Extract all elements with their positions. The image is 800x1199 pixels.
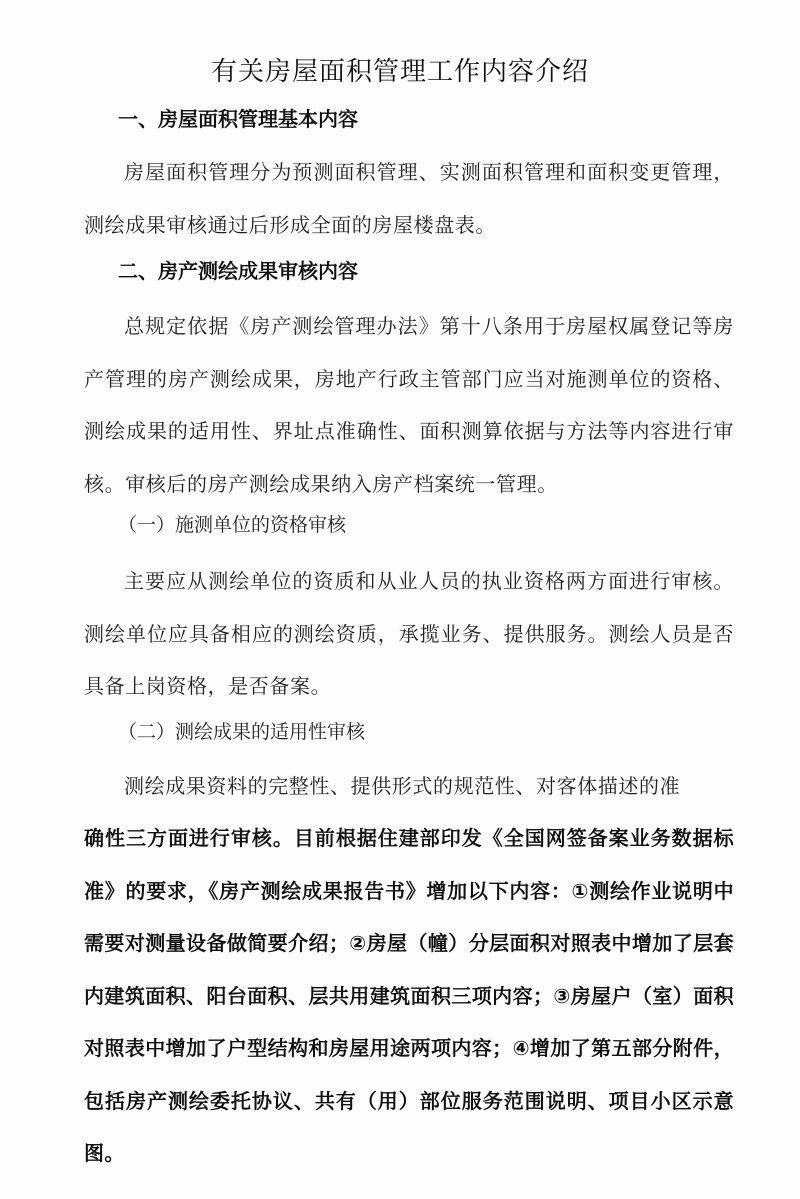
document-title: 有关房屋面积管理工作内容介绍 [210, 57, 589, 87]
subsection-heading-applicability: （二）测绘成果的适用性审核 [118, 721, 366, 743]
subsection-heading-qualification: （一）施测单位的资格审核 [118, 514, 347, 536]
section-heading-survey-review: 二、房产测绘成果审核内容 [118, 259, 358, 283]
section-paragraph-basic-content: 房屋面积管理分为预测面积管理、实测面积管理和面积变更管理，测绘成果审核通过后形成全面的房屋楼盘表。 [84, 160, 734, 237]
subsection-paragraph-applicability-lead: 测绘成果资料的完整性、提供形式的规范性、对客体描述的准 [124, 774, 681, 798]
subsection-paragraph-applicability-detail: 确性三方面进行审核。目前根据住建部印发《全国网签备案业务数据标准》的要求，《房产测绘成果报告书》增加以下内容：①测绘作业说明中需要对测量设备做简要介绍；②房屋（幢）分层面积对照表中增加了层套内建筑面积、阳台面积、层共用建筑面积三项内容；③房屋户（室）面积对照表中增加了户型结构和房屋用途两项内容；④增加了第五部分附件，包括房产测绘委托协议、共有（用）部位服务范围说明、项目小区示意图。 [84, 826, 734, 1165]
section-heading-basic-content: 一、房屋面积管理基本内容 [118, 107, 358, 131]
section-paragraph-survey-review: 总规定依据《房产测绘管理办法》第十八条用于房屋权属登记等房产管理的房产测绘成果，房地产行政主管部门应当对施测单位的资格、测绘成果的适用性、界址点准确性、面积测算依据与方法等内容进行审核。审核后的房产测绘成果纳入房产档案统一管理。 [84, 314, 734, 496]
subsection-paragraph-qualification: 主要应从测绘单位的资质和从业人员的执业资格两方面进行审核。测绘单位应具备相应的测绘资质，承揽业务、提供服务。测绘人员是否具备上岗资格，是否备案。 [84, 569, 734, 698]
